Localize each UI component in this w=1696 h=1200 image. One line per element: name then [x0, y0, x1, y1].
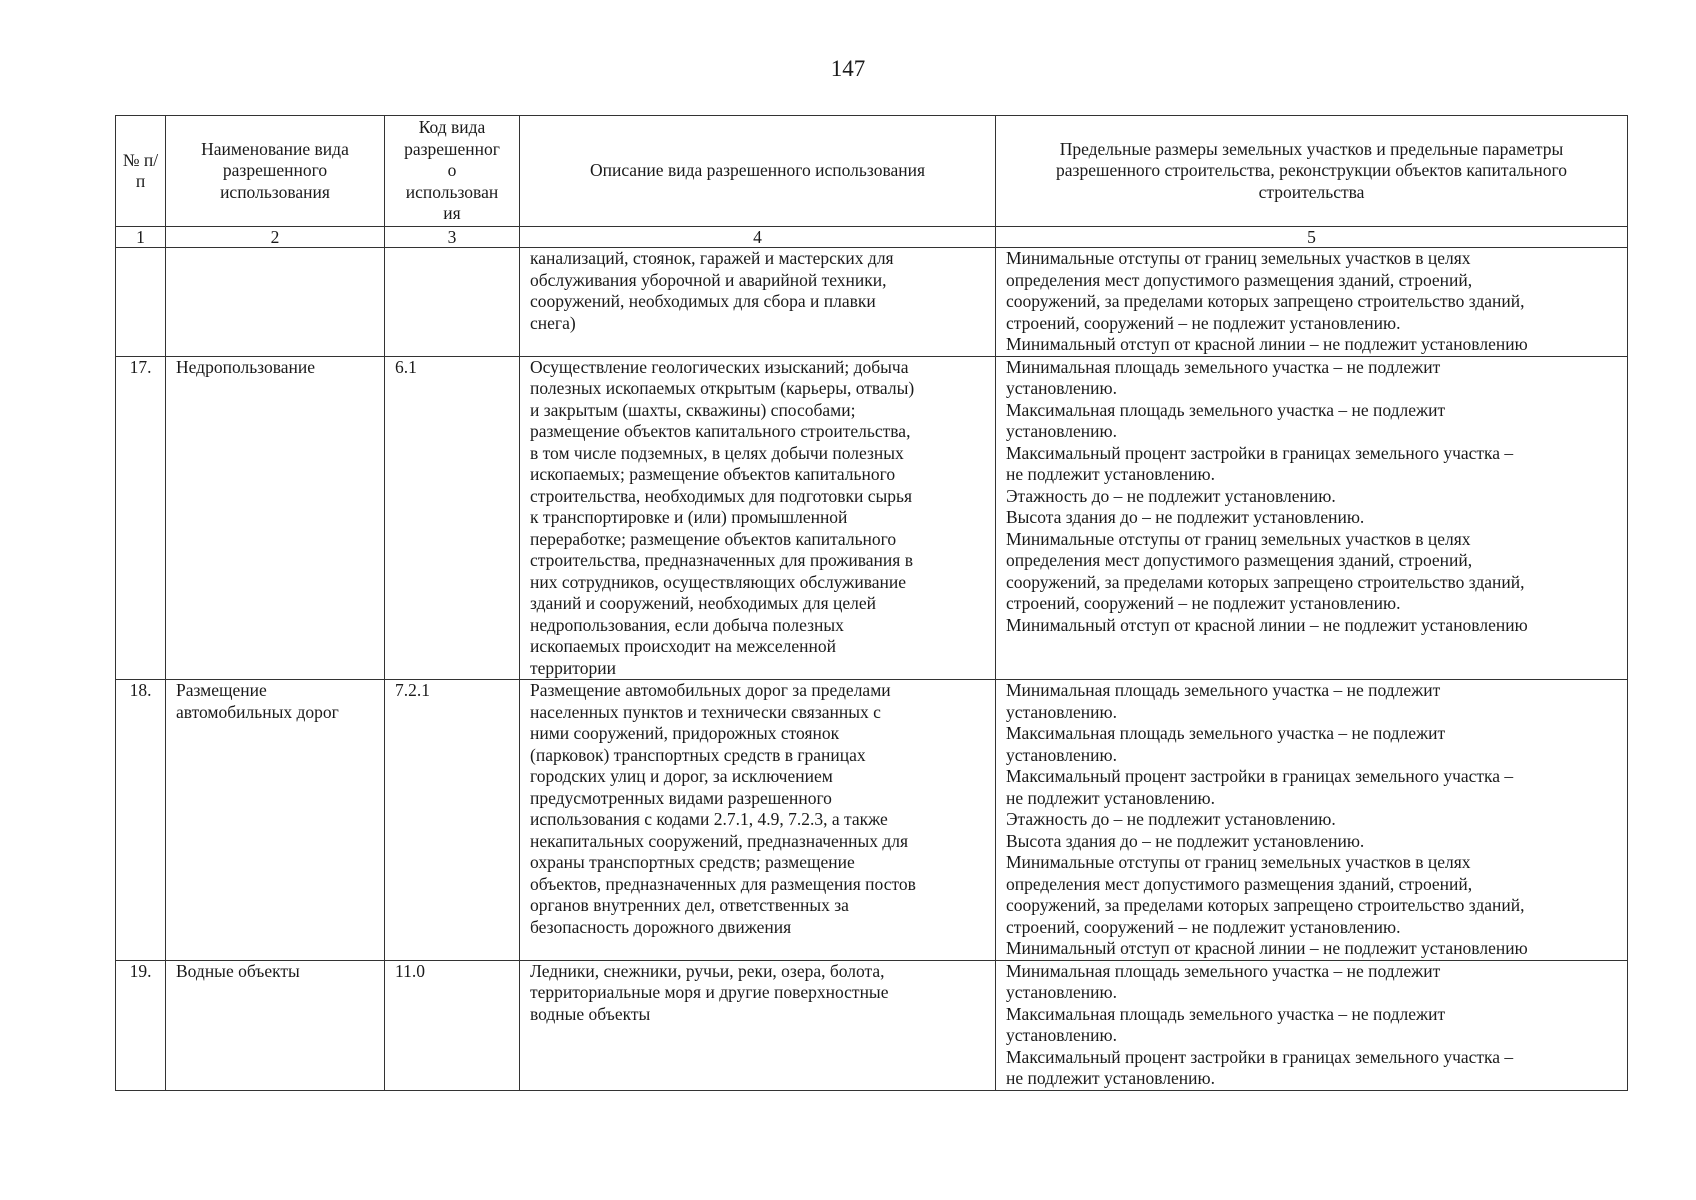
use-description — [520, 356, 996, 680]
column-number: 4 — [520, 227, 996, 248]
limits-line: Минимальная площадь земельного участка – не подлежит — [1006, 356, 1441, 377]
description-line: снега) — [530, 312, 576, 333]
use-name — [166, 356, 385, 680]
header-description: Описание вида разрешенного использования — [520, 116, 996, 227]
row-number: 18. — [116, 680, 166, 961]
limits-line: не подлежит установлению. — [1006, 1068, 1215, 1088]
column-number: 3 — [385, 227, 520, 248]
description-line: Осуществление геологических изысканий; добыча — [530, 356, 909, 377]
header-code-line: разрешенног — [404, 138, 500, 159]
use-name-line: Недропользование — [176, 356, 316, 377]
description-line: объектов, предназначенных для размещения постов — [530, 873, 916, 894]
column-number: 2 — [166, 227, 385, 248]
limits-line: Максимальный процент застройки в границах земельного участка – — [1006, 766, 1514, 786]
limits-line: Максимальный процент застройки в границах земельного участка – — [1006, 442, 1514, 463]
description-line: использования с кодами 2.7.1, 4.9, 7.2.3, а также — [530, 809, 888, 829]
limits-line: Минимальный отступ от красной линии – не подлежит установлению — [1006, 334, 1528, 354]
header-limits-line: строительства — [1258, 181, 1365, 202]
limits-line: Максимальная площадь земельного участка – не подлежит — [1006, 723, 1446, 743]
use-code — [385, 248, 520, 357]
header-limits-line: разрешенного строительства, реконструкции объектов капитального — [1056, 160, 1567, 181]
limits-line: Максимальная площадь земельного участка – не подлежит — [1006, 399, 1446, 420]
description-line: и закрытым (шахты, скважины) способами; — [530, 399, 856, 420]
use-name — [166, 680, 385, 961]
table-body — [116, 248, 1628, 1091]
limits-line: строений, сооружений – не подлежит установлению. — [1006, 593, 1401, 613]
description-line: обслуживания уборочной и аварийной техники, — [530, 269, 887, 290]
header-limits-line: Предельные размеры земельных участков и предельные параметры — [1059, 138, 1564, 159]
limits-line: установлению. — [1006, 982, 1117, 1002]
row-number: 19. — [116, 960, 166, 1090]
limits-line: сооружений, за пределами которых запрещено строительство зданий, — [1006, 895, 1525, 915]
limits-line: установлению. — [1006, 421, 1117, 441]
column-number-row — [116, 227, 1628, 248]
use-limits — [996, 356, 1628, 680]
header-code-line: Код вида — [418, 117, 486, 138]
header-limits — [996, 116, 1628, 227]
limits-line: установлению. — [1006, 378, 1117, 398]
description-line: размещение объектов капитального строительства, — [530, 421, 911, 441]
description-line: охраны транспортных средств; размещение — [530, 852, 855, 872]
description-line: полезных ископаемых открытым (карьеры, отвалы) — [530, 378, 915, 398]
description-line: безопасность дорожного движения — [530, 916, 792, 937]
use-limits — [996, 960, 1628, 1090]
description-line: некапитальных сооружений, предназначенных для — [530, 830, 909, 851]
description-line: Размещение автомобильных дорог за пределами — [530, 680, 891, 700]
table-row — [116, 960, 1628, 1090]
row-number: 17. — [116, 356, 166, 680]
limits-line: не подлежит установлению. — [1006, 464, 1215, 484]
limits-line: не подлежит установлению. — [1006, 787, 1215, 808]
description-line: территории — [530, 657, 616, 678]
table-row — [116, 680, 1628, 961]
description-line: строительства, необходимых для подготовки сырья — [530, 485, 913, 506]
description-line: переработке; размещение объектов капитального — [530, 528, 897, 549]
limits-line: сооружений, за пределами которых запрещено строительство зданий, — [1006, 291, 1525, 311]
header-code — [385, 116, 520, 227]
header-num: № п/п — [116, 116, 166, 227]
description-line: канализаций, стоянок, гаражей и мастерских для — [530, 248, 894, 268]
use-name-line: Водные объекты — [176, 960, 300, 981]
description-line: недропользования, если добыча полезных — [530, 614, 844, 635]
use-code: 7.2.1 — [385, 680, 520, 961]
column-number: 5 — [996, 227, 1628, 248]
description-line: населенных пунктов и технически связанных с — [530, 701, 881, 722]
limits-line: Высота здания до – не подлежит установлению. — [1006, 830, 1365, 851]
land-use-table — [115, 115, 1628, 1091]
header-code-line: ия — [443, 203, 461, 224]
use-code: 6.1 — [385, 356, 520, 680]
use-name — [166, 960, 385, 1090]
use-limits — [996, 248, 1628, 357]
page-number: 147 — [830, 56, 866, 81]
limits-line: определения мест допустимого размещения зданий, строений, — [1006, 873, 1473, 894]
limits-line: установлению. — [1006, 1025, 1117, 1045]
use-description — [520, 960, 996, 1090]
description-line: предусмотренных видами разрешенного — [530, 787, 832, 808]
limits-line: Минимальная площадь земельного участка – не подлежит — [1006, 960, 1441, 981]
use-description — [520, 248, 996, 357]
table-row — [116, 356, 1628, 680]
limits-line: сооружений, за пределами которых запрещено строительство зданий, — [1006, 571, 1525, 592]
description-line: сооружений, необходимых для сбора и плавки — [530, 291, 876, 311]
limits-line: строений, сооружений – не подлежит установлению. — [1006, 916, 1401, 937]
description-line: водные объекты — [530, 1003, 651, 1024]
header-code-line: о — [447, 160, 457, 181]
use-name-line: Размещение — [176, 680, 267, 700]
limits-line: Минимальные отступы от границ земельных участков в целях — [1006, 852, 1471, 872]
description-line: строительства, предназначенных для проживания в — [530, 550, 913, 570]
description-line: них сотрудников, осуществляющих обслуживание — [530, 571, 907, 592]
use-limits — [996, 680, 1628, 961]
limits-line: установлению. — [1006, 701, 1117, 722]
limits-line: Максимальная площадь земельного участка – не подлежит — [1006, 1003, 1446, 1024]
limits-line: Минимальные отступы от границ земельных участков в целях — [1006, 248, 1471, 268]
description-line: зданий и сооружений, необходимых для целей — [530, 593, 876, 613]
limits-line: определения мест допустимого размещения зданий, строений, — [1006, 550, 1473, 570]
column-number: 1 — [116, 227, 166, 248]
description-line: в том числе подземных, в целях добычи полезных — [530, 442, 904, 463]
table-header-row — [116, 116, 1628, 227]
description-line: ископаемых; размещение объектов капитального — [530, 464, 896, 484]
limits-line: Высота здания до – не подлежит установлению. — [1006, 507, 1365, 527]
use-name-line: автомобильных дорог — [176, 701, 339, 722]
limits-line: Минимальные отступы от границ земельных участков в целях — [1006, 528, 1471, 549]
description-line: органов внутренних дел, ответственных за — [530, 895, 849, 915]
description-line: (парковок) транспортных средств в границах — [530, 744, 866, 765]
use-name — [166, 248, 385, 357]
limits-line: Этажность до – не подлежит установлению. — [1006, 809, 1336, 829]
table-row — [116, 248, 1628, 357]
header-code-line: использован — [405, 181, 499, 202]
limits-line: установлению. — [1006, 744, 1117, 765]
limits-line: строений, сооружений – не подлежит установлению. — [1006, 312, 1401, 333]
limits-line: Минимальная площадь земельного участка – не подлежит — [1006, 680, 1441, 700]
description-line: к транспортировке и (или) промышленной — [530, 507, 848, 527]
limits-line: Минимальный отступ от красной линии – не подлежит установлению — [1006, 614, 1528, 635]
description-line: Ледники, снежники, ручьи, реки, озера, болота, — [530, 960, 885, 981]
row-number — [116, 248, 166, 357]
description-line: территориальные моря и другие поверхностные — [530, 982, 889, 1002]
limits-line: Минимальный отступ от красной линии – не подлежит установлению — [1006, 938, 1528, 958]
use-code: 11.0 — [385, 960, 520, 1090]
description-line: городских улиц и дорог, за исключением — [530, 766, 833, 786]
limits-line: Этажность до – не подлежит установлению. — [1006, 485, 1336, 506]
limits-line: Максимальный процент застройки в границах земельного участка – — [1006, 1046, 1514, 1067]
limits-line: определения мест допустимого размещения зданий, строений, — [1006, 269, 1473, 290]
description-line: ними сооружений, придорожных стоянок — [530, 723, 840, 743]
header-name: Наименование вида разрешенного использования — [166, 116, 385, 227]
description-line: ископаемых происходит на межселенной — [530, 636, 836, 656]
use-description — [520, 680, 996, 961]
